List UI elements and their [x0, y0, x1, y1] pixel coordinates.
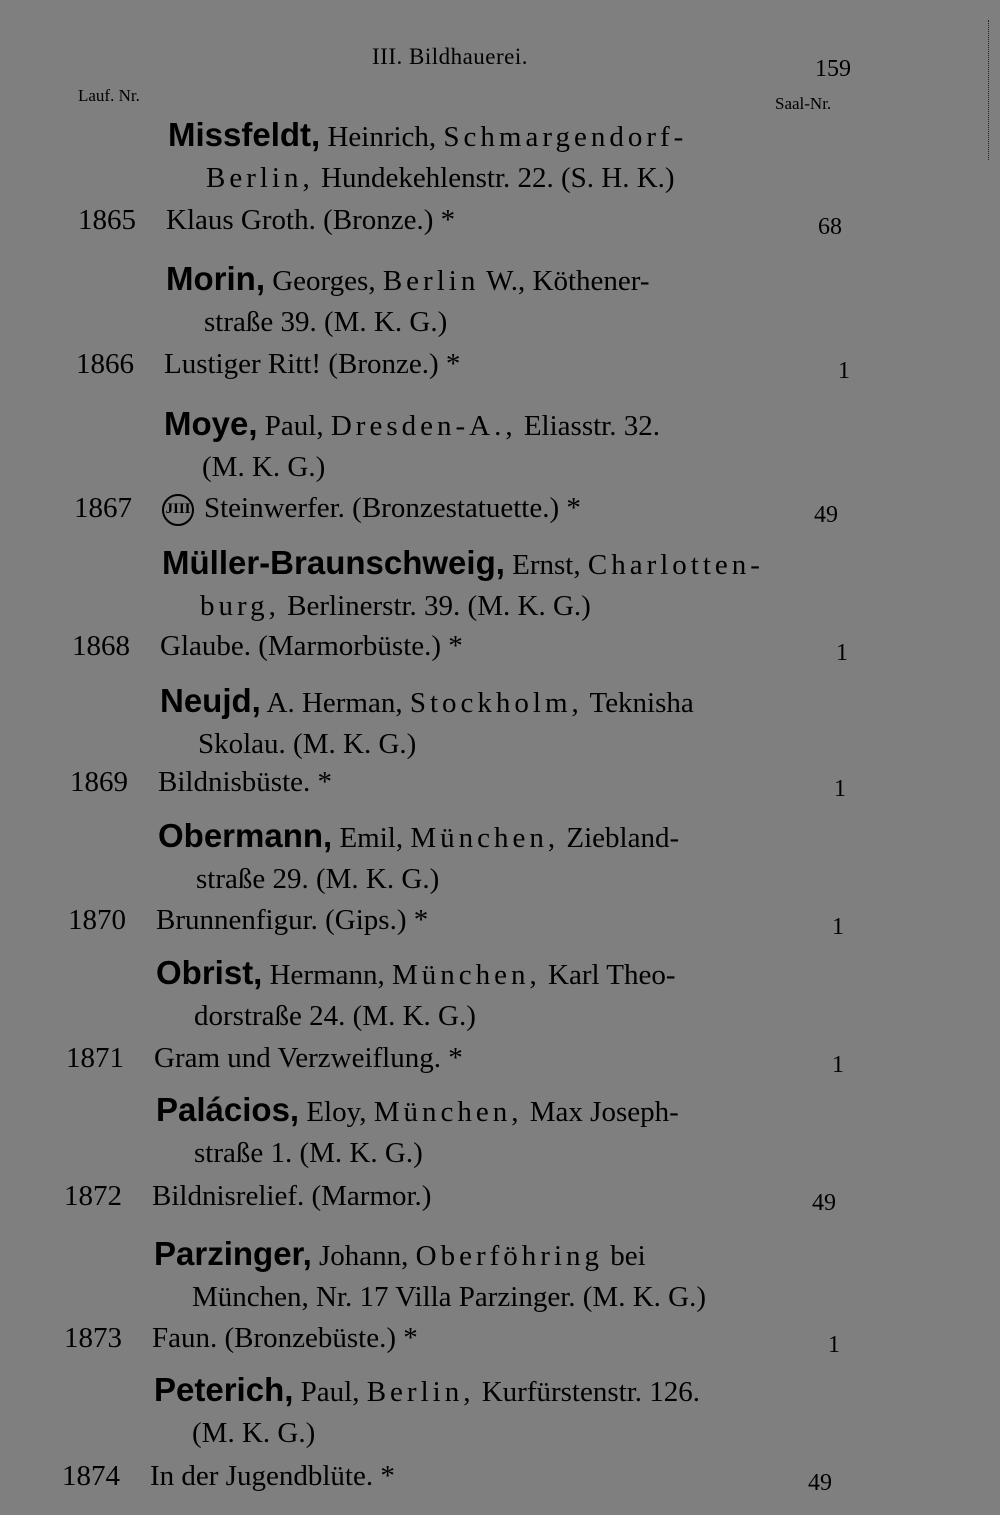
work-number: 1873: [64, 1322, 122, 1354]
work-number: 1871: [66, 1042, 124, 1074]
work-number: 1865: [78, 204, 136, 236]
artist-address-start: Kurfürstenstr. 126.: [481, 1376, 700, 1408]
artist-city: Oberföhring: [415, 1240, 603, 1272]
work-title: Brunnenfigur. (Gips.) *: [156, 904, 429, 936]
page-number: 159: [815, 56, 851, 82]
artist-name: Neujd,: [160, 682, 261, 719]
artist-address: [200, 589, 591, 623]
artist-address-start: Karl Theo-: [548, 959, 676, 991]
work-number: 1870: [68, 904, 126, 936]
work-title: Glaube. (Marmorbüste.) *: [160, 630, 463, 662]
room-number: 1: [838, 358, 850, 384]
artist-name: Obrist,: [156, 954, 263, 991]
artist-name: Peterich,: [154, 1371, 294, 1408]
room-number: 49: [812, 1190, 836, 1216]
room-number: 1: [828, 1332, 840, 1358]
room-number: 49: [814, 502, 838, 528]
work-number: 1867: [74, 492, 132, 524]
artist-city: Dresden-A.,: [330, 410, 517, 442]
work-title: Bildnisrelief. (Marmor.): [152, 1180, 432, 1212]
artist-address-start: Ziebland-: [566, 822, 680, 854]
running-number-label: Lauf. Nr.: [78, 86, 140, 105]
artist-address: [194, 1136, 423, 1170]
artist-entry: [156, 1091, 679, 1169]
page-edge-mark: [988, 20, 991, 160]
artist-city: München,: [392, 959, 541, 991]
section-title: III. Bildhauerei.: [372, 44, 529, 69]
artist-name: Morin,: [166, 260, 265, 297]
artist-address-rest: Berlinerstr. 39. (M. K. G.): [287, 590, 591, 622]
artist-entry: [164, 405, 660, 483]
artist-first-name: A. Herman,: [266, 687, 403, 719]
artist-first-name: Hermann,: [269, 959, 385, 991]
artist-first-name: Paul,: [300, 1376, 360, 1408]
artist-name: Moye,: [164, 405, 258, 442]
artist-city: Berlin: [382, 265, 480, 297]
work-title: Bildnisbüste. *: [158, 766, 333, 798]
artist-entry: [166, 260, 650, 338]
artist-address-start: Teknisha: [589, 687, 694, 719]
room-number: 68: [818, 214, 842, 240]
artist-entry: [162, 544, 764, 622]
artist-first-name: Heinrich,: [327, 121, 437, 153]
artist-address-start: W., Köthener-: [486, 265, 650, 297]
artist-address-start: Eliasstr. 32.: [523, 410, 660, 442]
artist-name: Missfeldt,: [168, 116, 321, 153]
work-number: 1869: [70, 766, 128, 798]
work-number: 1872: [64, 1180, 122, 1212]
artist-first-name: Johann,: [318, 1240, 409, 1272]
artist-address-rest: straße 39. (M. K. G.): [204, 306, 448, 338]
room-number-label: Saal-Nr.: [775, 94, 832, 113]
artist-city: Schmargendorf-: [443, 121, 688, 153]
room-number: 1: [832, 1052, 844, 1078]
artist-first-name: Paul,: [264, 410, 324, 442]
artist-address-start: Max Joseph-: [529, 1096, 679, 1128]
artist-entry: [158, 817, 680, 895]
artist-address: [202, 450, 325, 484]
artist-address: [206, 161, 675, 195]
work-title: In der Jugendblüte. *: [150, 1460, 395, 1492]
artist-address-rest: (M. K. G.): [202, 451, 326, 483]
artist-city-cont: burg,: [200, 590, 280, 622]
artist-address: [192, 1280, 706, 1314]
artist-city: München,: [410, 822, 560, 854]
artist-entry: [154, 1235, 706, 1313]
artist-entry: [154, 1371, 700, 1449]
artist-address-start: bei: [610, 1240, 646, 1272]
artist-address: [198, 727, 416, 761]
artist-entry: [168, 116, 688, 194]
work-number: 1866: [76, 348, 134, 380]
artist-first-name: Emil,: [339, 822, 404, 854]
work-number: 1874: [62, 1460, 120, 1492]
room-number: 49: [808, 1470, 832, 1496]
work-title: Steinwerfer. (Bronzestatuette.) *: [204, 492, 581, 524]
artist-address: [204, 305, 447, 339]
artist-address-rest: Hundekehlenstr. 22. (S. H. K.): [321, 162, 675, 194]
artist-city: Stockholm,: [409, 687, 583, 719]
room-number: 1: [832, 914, 844, 940]
artist-name: Müller-Braunschweig,: [162, 544, 505, 581]
work-title: Lustiger Ritt! (Bronze.) *: [164, 348, 461, 380]
work-title: Gram und Verzweiflung. *: [154, 1042, 463, 1074]
artist-first-name: Eloy,: [306, 1096, 367, 1128]
work-number: 1868: [72, 630, 130, 662]
artist-first-name: Ernst,: [512, 549, 581, 581]
artist-address-rest: München, Nr. 17 Villa Parzinger. (M. K. G.): [192, 1281, 706, 1313]
artist-address: [192, 1416, 315, 1450]
artist-city-cont: Berlin,: [206, 162, 314, 194]
artist-entry: [156, 954, 676, 1032]
artist-address: [194, 999, 476, 1033]
artist-city: Charlotten-: [587, 549, 764, 581]
artist-address: [196, 862, 439, 896]
artist-name: Parzinger,: [154, 1235, 312, 1272]
artist-address-rest: straße 29. (M. K. G.): [196, 863, 440, 895]
artist-first-name: Georges,: [272, 265, 376, 297]
room-number: 1: [836, 640, 848, 666]
artist-address-rest: (M. K. G.): [192, 1417, 316, 1449]
artist-entry: [160, 682, 694, 760]
artist-city: München,: [373, 1096, 523, 1128]
artist-address-rest: Skolau. (M. K. G.): [198, 728, 417, 760]
artist-address-rest: dorstraße 24. (M. K. G.): [194, 1000, 476, 1032]
artist-city: Berlin,: [366, 1376, 475, 1408]
room-number: 1: [834, 776, 846, 802]
artist-address-rest: straße 1. (M. K. G.): [194, 1137, 423, 1169]
artist-name: Palácios,: [156, 1091, 300, 1128]
work-title: Klaus Groth. (Bronze.) *: [166, 204, 456, 236]
work-title: Faun. (Bronzebüste.) *: [152, 1322, 418, 1354]
monogram-icon: JIII: [162, 494, 194, 526]
artist-name: Obermann,: [158, 817, 333, 854]
work-title-wrap: [162, 492, 581, 526]
